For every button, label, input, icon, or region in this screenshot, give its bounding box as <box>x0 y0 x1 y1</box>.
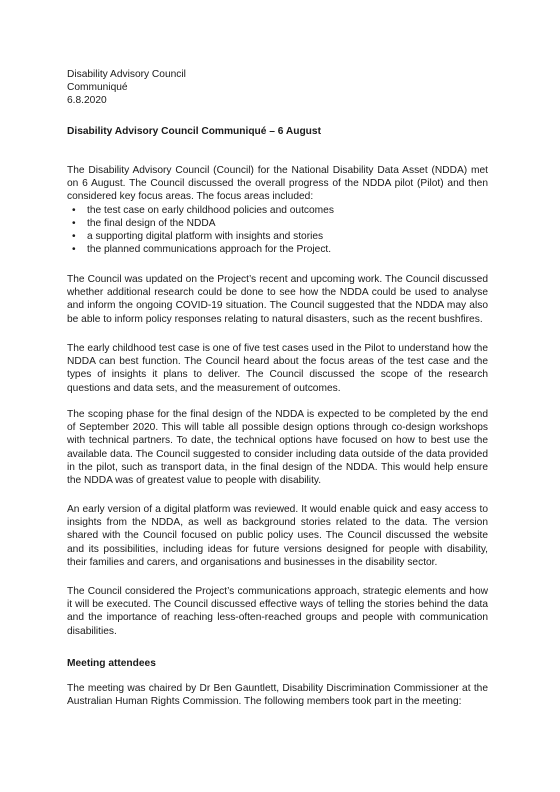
org-name: Disability Advisory Council <box>67 69 186 80</box>
section-heading: Meeting attendees <box>67 658 156 669</box>
list-item: • a supporting digital platform with insights and stories <box>67 230 488 243</box>
body-paragraph: The early childhood test case is one of five test cases used in the Pilot to understand how the NDDA can best function. The Council heard about the focus areas of the test case and the types of insights it plans to deliver. The Council discussed the scope of the research questions and data sets, and the measurement of outcomes. <box>67 343 488 394</box>
paragraph-block <box>67 503 488 569</box>
list-item: • the test case on early childhood policies and outcomes <box>67 204 488 217</box>
intro-block <box>67 164 488 256</box>
list-item: • the planned communications approach for the Project. <box>67 243 488 256</box>
body-paragraph: The Council considered the Project’s communications approach, strategic elements and how it will be executed. The Council discussed effective ways of telling the stories behind the data and the importance of reaching less-often-reached groups and people with communication disabilities. <box>67 586 488 637</box>
paragraph-block <box>67 585 488 638</box>
paragraph-block <box>67 408 488 487</box>
attendees-paragraph: The meeting was chaired by Dr Ben Gauntlett, Disability Discrimination Commissioner at the Australian Human Rights Commission. The following members took part in the meeting: <box>67 683 488 708</box>
doc-type: Communiqué <box>67 82 128 94</box>
intro-paragraph: The Disability Advisory Council (Council) for the National Disability Data Asset (NDDA) met on 6 August. The Council discussed the overall progress of the NDDA pilot (Pilot) and then considered key focus areas. The focus areas included: <box>67 165 488 203</box>
body-paragraph: The scoping phase for the final design of the NDDA is expected to be completed by the end of September 2020. This will table all possible design options through co-design workshops with technical partners. To date, the technical options have focused on how to best use the available data. The Council suggested to consider including data outside of the data provided in the pilot, such as transport data, in the final design of the NDDA. This would help ensure the NDDA was of greatest value to people with disability. <box>67 409 488 487</box>
body-paragraph: The Council was updated on the Project’s recent and upcoming work. The Council discussed whether additional research could be done to see how the NDDA could be used to analyse and inform the ongoing COVID-19 situation. The Council suggested that the NDDA may also be able to inform policy responses relating to natural disasters, such as the recent bushfires. <box>67 274 488 325</box>
list-item: • the final design of the NDDA <box>67 217 488 230</box>
doc-date: 6.8.2020 <box>67 95 107 107</box>
document-header <box>67 68 488 108</box>
title-block <box>67 125 488 138</box>
attendees-block <box>67 682 488 708</box>
focus-area-list <box>67 204 488 257</box>
document-title: Disability Advisory Council Communiqué – 6 August <box>67 126 321 137</box>
paragraph-block <box>67 273 488 326</box>
attendees-heading-block <box>67 657 488 670</box>
paragraph-block <box>67 342 488 395</box>
body-paragraph: An early version of a digital platform was reviewed. It would enable quick and easy access to insights from the NDDA, as well as background stories related to the data. The version shared with the Council focused on public policy uses. The Council discussed the website and its possibilities, including ideas for future versions designed for people with disability, their families and carers, and organisations and businesses in the disability sector. <box>67 504 488 568</box>
